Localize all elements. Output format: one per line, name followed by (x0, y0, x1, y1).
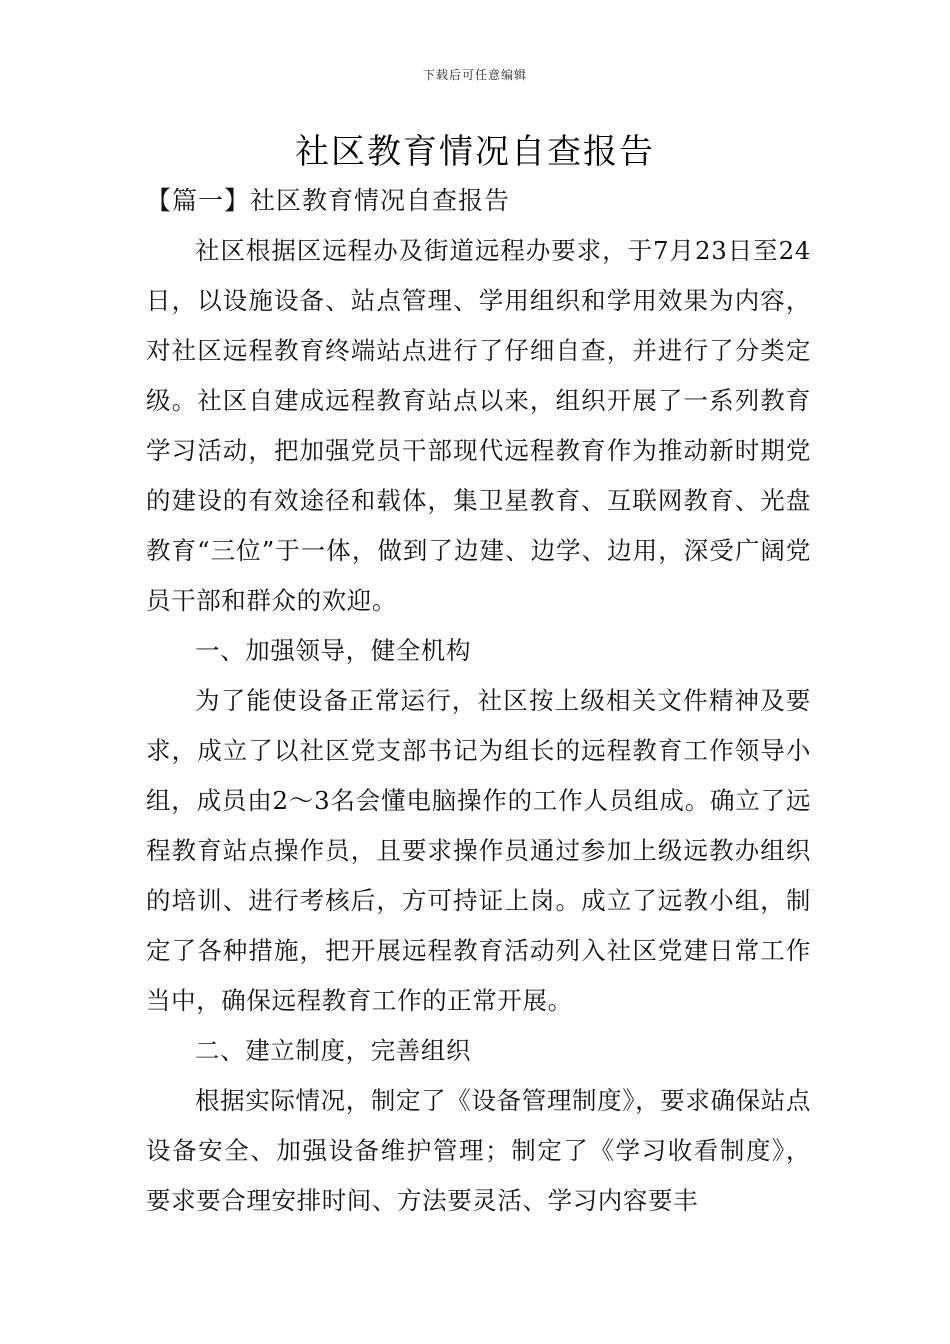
body-text (146, 226, 811, 1226)
paragraph-intro: 社区根据区远程办及街道远程办要求，于7月23日至24日，以设施设备、站点管理、学用组织和学用效果为内容，对社区远程教育终端站点进行了仔细自查，并进行了分类定级。社区自建成远程教育站点以来，组织开展了一系列教育学习活动，把加强党员干部现代远程教育作为推动新时期党的建设的有效途径和载体，集卫星教育、互联网教育、光盘教育“三位”于一体，做到了边建、边学、边用，深受广阔党员干部和群众的欢迎。 (146, 236, 811, 615)
paragraph-system: 根据实际情况，制定了《设备管理制度》，要求确保站点设备安全、加强设备维护管理；制定了《学习收看制度》，要求要合理安排时间、方法要灵活、学习内容要丰 (146, 1086, 811, 1215)
subheading-system: 二、建立制度，完善组织 (195, 1036, 472, 1065)
section-title: 【篇一】社区教育情况自查报告 (146, 186, 511, 215)
subheading-leadership: 一、加强领导，健全机构 (195, 636, 472, 665)
paragraph-leadership: 为了能使设备正常运行，社区按上级相关文件精神及要求，成立了以社区党支部书记为组长的远程教育工作领导小组，成员由2～3名会懂电脑操作的工作人员组成。确立了远程教育站点操作员，且要求操作员通过参加上级远教办组织的培训、进行考核后，方可持证上岗。成立了远教小组，制定了各种措施，把开展远程教育活动列入社区党建日常工作当中，确保远程教育工作的正常开展。 (146, 686, 811, 1015)
document-title: 社区教育情况自查报告 (295, 132, 655, 172)
header-note: 下载后可任意编辑 (422, 68, 527, 82)
